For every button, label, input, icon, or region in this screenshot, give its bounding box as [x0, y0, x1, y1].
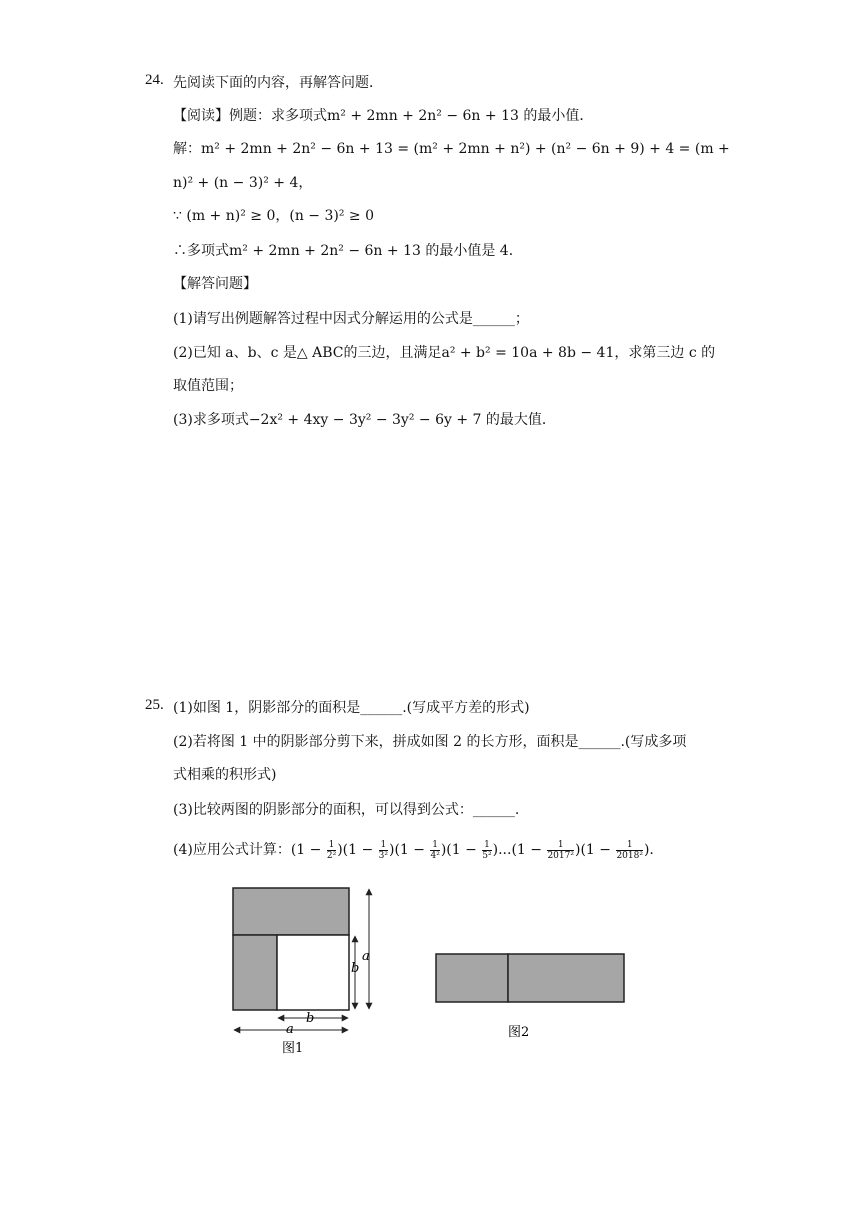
- q25-part-3: (3)比较两图的阴影部分的面积，可以得到公式：______.: [173, 802, 520, 818]
- q24-solution-line-1: 解：m² + 2mn + 2n² − 6n + 13 = (m² + 2mn + n²) + (n² − 6n + 9) + 4 = (m +: [173, 141, 730, 157]
- question-25-number: 25.: [145, 697, 164, 713]
- question-24-number: 24.: [145, 72, 164, 88]
- q25-term-denominator-5: 2017²: [547, 850, 574, 861]
- figure-2: [436, 954, 624, 1040]
- q25-part-2-line-1: (2)若将图 1 中的阴影部分剪下来，拼成如图 2 的长方形，面积是______.(写成多项: [173, 734, 687, 750]
- q25-term-denominator-1: 2²: [326, 850, 337, 861]
- q24-part-2-line-1: (2)已知 a、b、c 是△ ABC的三边，且满足a² + b² = 10a + 8b − 41，求第三边 c 的: [173, 345, 716, 361]
- q25-part-4-prefix: (4)应用公式计算：: [173, 842, 291, 858]
- q25-term-denominator-6: 2018²: [616, 850, 643, 861]
- q24-solution-line-2: n)² + (n − 3)² + 4，: [173, 175, 313, 191]
- figure-1: [233, 888, 370, 1056]
- q25-term-denominator-4: 5²: [482, 850, 492, 861]
- fig1-top-shaded-rect: [233, 888, 349, 935]
- fig2-left-shaded-rect: [436, 954, 508, 1002]
- q24-part-3: (3)求多项式−2x² + 4xy − 3y² − 3y² − 6y + 7 的最大值．: [173, 412, 556, 428]
- q25-term-denominator-3: 4²: [430, 850, 440, 861]
- fig1-label-a-horizontal: a: [286, 1022, 294, 1037]
- q25-ellipsis: ...: [498, 842, 512, 858]
- fig1-label-b-vertical: b: [351, 961, 360, 976]
- fig1-caption: 图1: [282, 1041, 304, 1056]
- fig1-white-square: [277, 935, 349, 1010]
- q25-part-4: (4)应用公式计算：(1 − $\frac{1}{\text{2²}}$ )(1 − $\frac{1}{\text{3²}}$ )(1 − $\frac{1}{\text{4²}}$ )(1 − $\frac{1}{\text{5²}}$ )...(1 − $\frac{1}{\text{2017²}}$ )(1 − $\frac{1}{\text{2018²}}$ ).: [173, 839, 654, 861]
- q24-answer-section-heading: 【解答问题】: [173, 276, 257, 292]
- q25-term-denominator-2: 3²: [378, 850, 388, 861]
- q24-part-1: (1)请写出例题解答过程中因式分解运用的公式是______；: [173, 311, 529, 327]
- fig1-label-b-horizontal: b: [306, 1011, 315, 1026]
- fig2-right-shaded-rect: [508, 954, 624, 1002]
- q25-part-2-line-2: 式相乘的积形式): [173, 767, 277, 783]
- q24-because-line: ∵ (m + n)² ≥ 0，(n − 3)² ≥ 0: [173, 208, 374, 224]
- q24-part-2-line-2: 取值范围；: [173, 378, 243, 394]
- fig1-label-a-vertical: a: [362, 949, 370, 964]
- q25-part-1: (1)如图 1，阴影部分的面积是______.(写成平方差的形式): [173, 700, 530, 716]
- q24-therefore-line: ∴多项式m² + 2mn + 2n² − 6n + 13 的最小值是 4．: [173, 243, 523, 259]
- q24-intro: 先阅读下面的内容，再解答问题．: [173, 75, 383, 91]
- q24-reading-example: 【阅读】例题：求多项式m² + 2mn + 2n² − 6n + 13 的最小值．: [173, 108, 594, 124]
- fig2-caption: 图2: [508, 1025, 530, 1040]
- fig1-left-shaded-rect: [233, 935, 277, 1010]
